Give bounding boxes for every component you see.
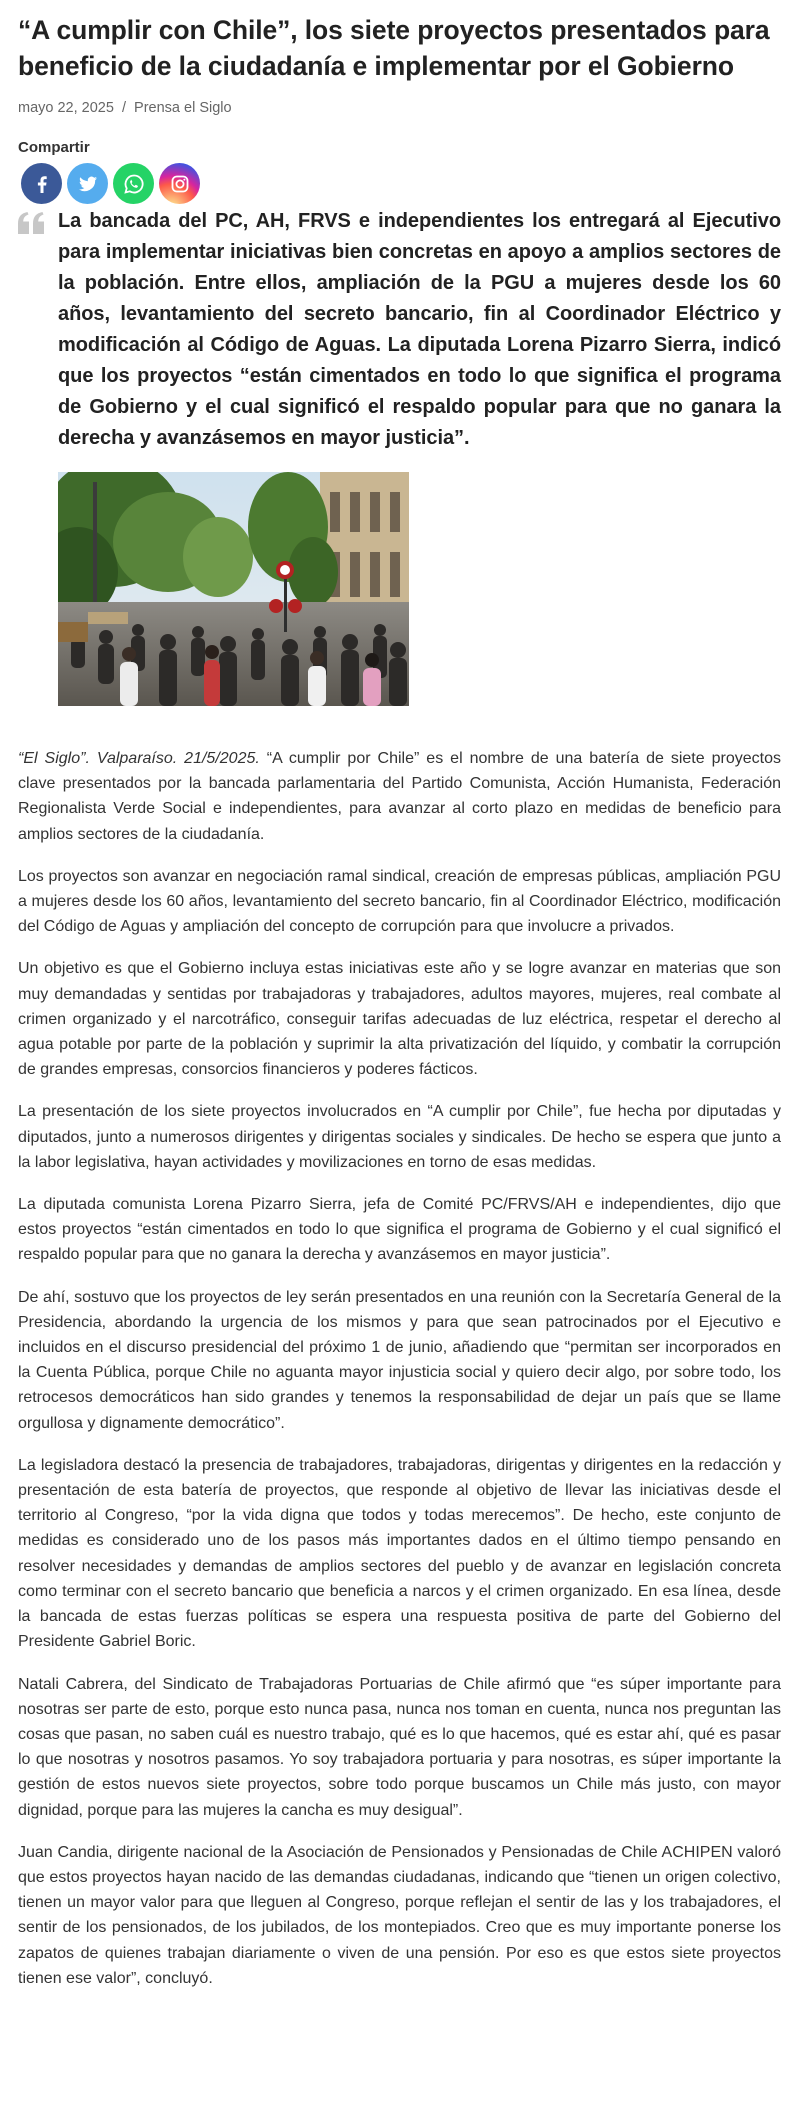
facebook-share-button[interactable] — [21, 163, 62, 204]
article-date[interactable]: mayo 22, 2025 — [18, 100, 114, 116]
twitter-share-button[interactable] — [67, 163, 108, 204]
paragraph-text: “A cumplir por Chile” es el nombre de una batería de siete proyectos clave presentados por la bancada parlamentaria del Partido Comunista, Acción Humanista, Federación Regionalista Verde Social e independientes, para avanzar al corto plazo en medidas de beneficio para amplios sectores de la ciudadanía. — [18, 750, 781, 843]
twitter-icon — [76, 172, 100, 196]
article-paragraph: Un objetivo es que el Gobierno incluya estas iniciativas este año y se logre avanzar en materias que son muy demandadas y sentidas por trabajadoras y trabajadores, adultos mayores, mujeres, real combate al crimen organizado y el narcotráfico, conseguir tarifas adecuadas de luz eléctrica, respetar el derecho al agua potable por parte de la población y suprimir la alta privatización del líquido, y combatir la corrupción de grandes empresas, consorcios financieros y poderes fácticos. — [18, 960, 781, 1079]
article-author[interactable]: Prensa el Siglo — [134, 100, 232, 116]
quote-icon — [18, 206, 58, 454]
article-paragraph: Los proyectos son avanzar en negociación ramal sindical, creación de empresas públicas, ampliación PGU a mujeres desde los 60 años, levantamiento del secreto bancario, fin al Coordinador Eléctrico, modificación del Código de Aguas y ampliación del concepto de corrupción para que involucre a privados. — [18, 867, 781, 936]
article — [0, 12, 800, 1991]
article-body — [18, 746, 781, 1991]
article-paragraph: La presentación de los siete proyectos involucrados en “A cumplir por Chile”, fue hecha por diputadas y diputados, junto a numerosos dirigentes y dirigentas sociales y sindicales. De hecho se espera que junto a la labor legislativa, hayan actividades y movilizaciones en torno de esas medidas. — [18, 1103, 781, 1171]
article-lead-quote — [18, 206, 781, 454]
instagram-icon — [168, 172, 192, 196]
article-paragraph: Natali Cabrera, del Sindicato de Trabajadoras Portuarias de Chile afirmó que “es súper importante para nosotras ser parte de esto, porque esto nunca pasa, nunca nos toman en cuenta, nunca nos preguntan las cosas que pasan, no saben cuál es nuestro trabajo, qué es lo que hacemos, qué es estar ahí, qué es pasar lo que nosotras y nosotros pasamos. Yo soy trabajadora portuaria y para nosotras, es súper importante la gestión de estos nuevos siete proyectos, sobre todo porque buscamos un Chile más justo, con mayor dignidad, porque para las mujeres la cancha es muy desigual”. — [18, 1675, 781, 1819]
article-title: “A cumplir con Chile”, los siete proyectos presentados para beneficio de la ciudadanía e implementar por el Gobierno — [18, 15, 770, 81]
article-lead: La bancada del PC, AH, FRVS e independientes los entregará al Ejecutivo para implementar iniciativas bien concretas en apoyo a amplios sectores de la población. Entre ellos, ampliación de la PGU a mujeres desde los 60 años, levantamiento del secreto bancario, fin al Coordinador Eléctrico y modificación al Código de Aguas. La diputada Lorena Pizarro Sierra, indicó que los proyectos “están cimentados en todo lo que significa el programa de Gobierno y el cual significó el respaldo popular para que no ganara la derecha y avanzásemos en mayor justicia”. — [58, 210, 781, 449]
article-paragraph: Juan Candia, dirigente nacional de la Asociación de Pensionados y Pensionadas de Chile ACHIPEN valoró que estos proyectos hayan nacido de las demandas ciudadanas, indicando que “tienen un origen colectivo, tienen un mayor valor para que lleguen al Congreso, porque reflejan el sentir de las y los trabajadores, el sentir de los pensionados, de los jubilados, de los montepiados. Creo que es muy importante ponerse los zapatos de quienes trabajan diariamente o viven de una pensión. Por eso es que estos siete proyectos tienen ese valor”, concluyó. — [18, 1843, 781, 1987]
whatsapp-icon — [122, 172, 146, 196]
instagram-share-button[interactable] — [159, 163, 200, 204]
article-paragraph: De ahí, sostuvo que los proyectos de ley serán presentados en una reunión con la Secretaría General de la Presidencia, abordando la urgencia de los mismos y para que sean patrocinados por el Ejecutivo e incluidos en el discurso presidencial del próximo 1 de junio, añadiendo que “permitan ser incorporados en la Cuenta Pública, porque Chile no aguanta mayor injusticia social y quiero decir algo, por sobre todo, los retrocesos democráticos han sido grandes y tenemos la responsabilidad de dejar un país que se llame orgullosa y dignamente democrático”. — [18, 1288, 781, 1432]
article-paragraph: La diputada comunista Lorena Pizarro Sierra, jefa de Comité PC/FRVS/AH e independientes, dijo que estos proyectos “están cimentados en todo lo que significa el programa de Gobierno y el cual significó el respaldo popular para que no ganara la derecha y avanzásemos en mayor justicia”. — [18, 1196, 781, 1264]
whatsapp-share-button[interactable] — [113, 163, 154, 204]
article-paragraph — [18, 746, 781, 847]
article-paragraph: La legisladora destacó la presencia de trabajadores, trabajadoras, dirigentas y dirigentes en la redacción y presentación de esta batería de proyectos, que responde al objetivo de llevar las iniciativas desde el territorio al Congreso, “por la vida digna que todos y todas merecemos”. De hecho, este conjunto de medidas es considerado uno de los pasos más importantes dados en el último tiempo pensando en resolver necesidades y demandas de amplios sectores del pueblo y de avanzar en legislación concreta como terminar con el secreto bancario que beneficia a narcos y el crimen organizado. En esa línea, desde la bancada de estas fuerzas políticas se espera una respuesta positiva de parte del Gobierno del Presidente Gabriel Boric. — [18, 1456, 781, 1651]
facebook-icon — [30, 172, 54, 196]
share-label: Compartir — [18, 139, 90, 156]
street-crowd-photo — [58, 472, 409, 706]
article-meta — [18, 100, 781, 116]
share-buttons — [21, 163, 781, 204]
meta-separator: / — [121, 100, 126, 116]
article-dateline: “El Siglo”. Valparaíso. 21/5/2025. — [18, 750, 260, 767]
